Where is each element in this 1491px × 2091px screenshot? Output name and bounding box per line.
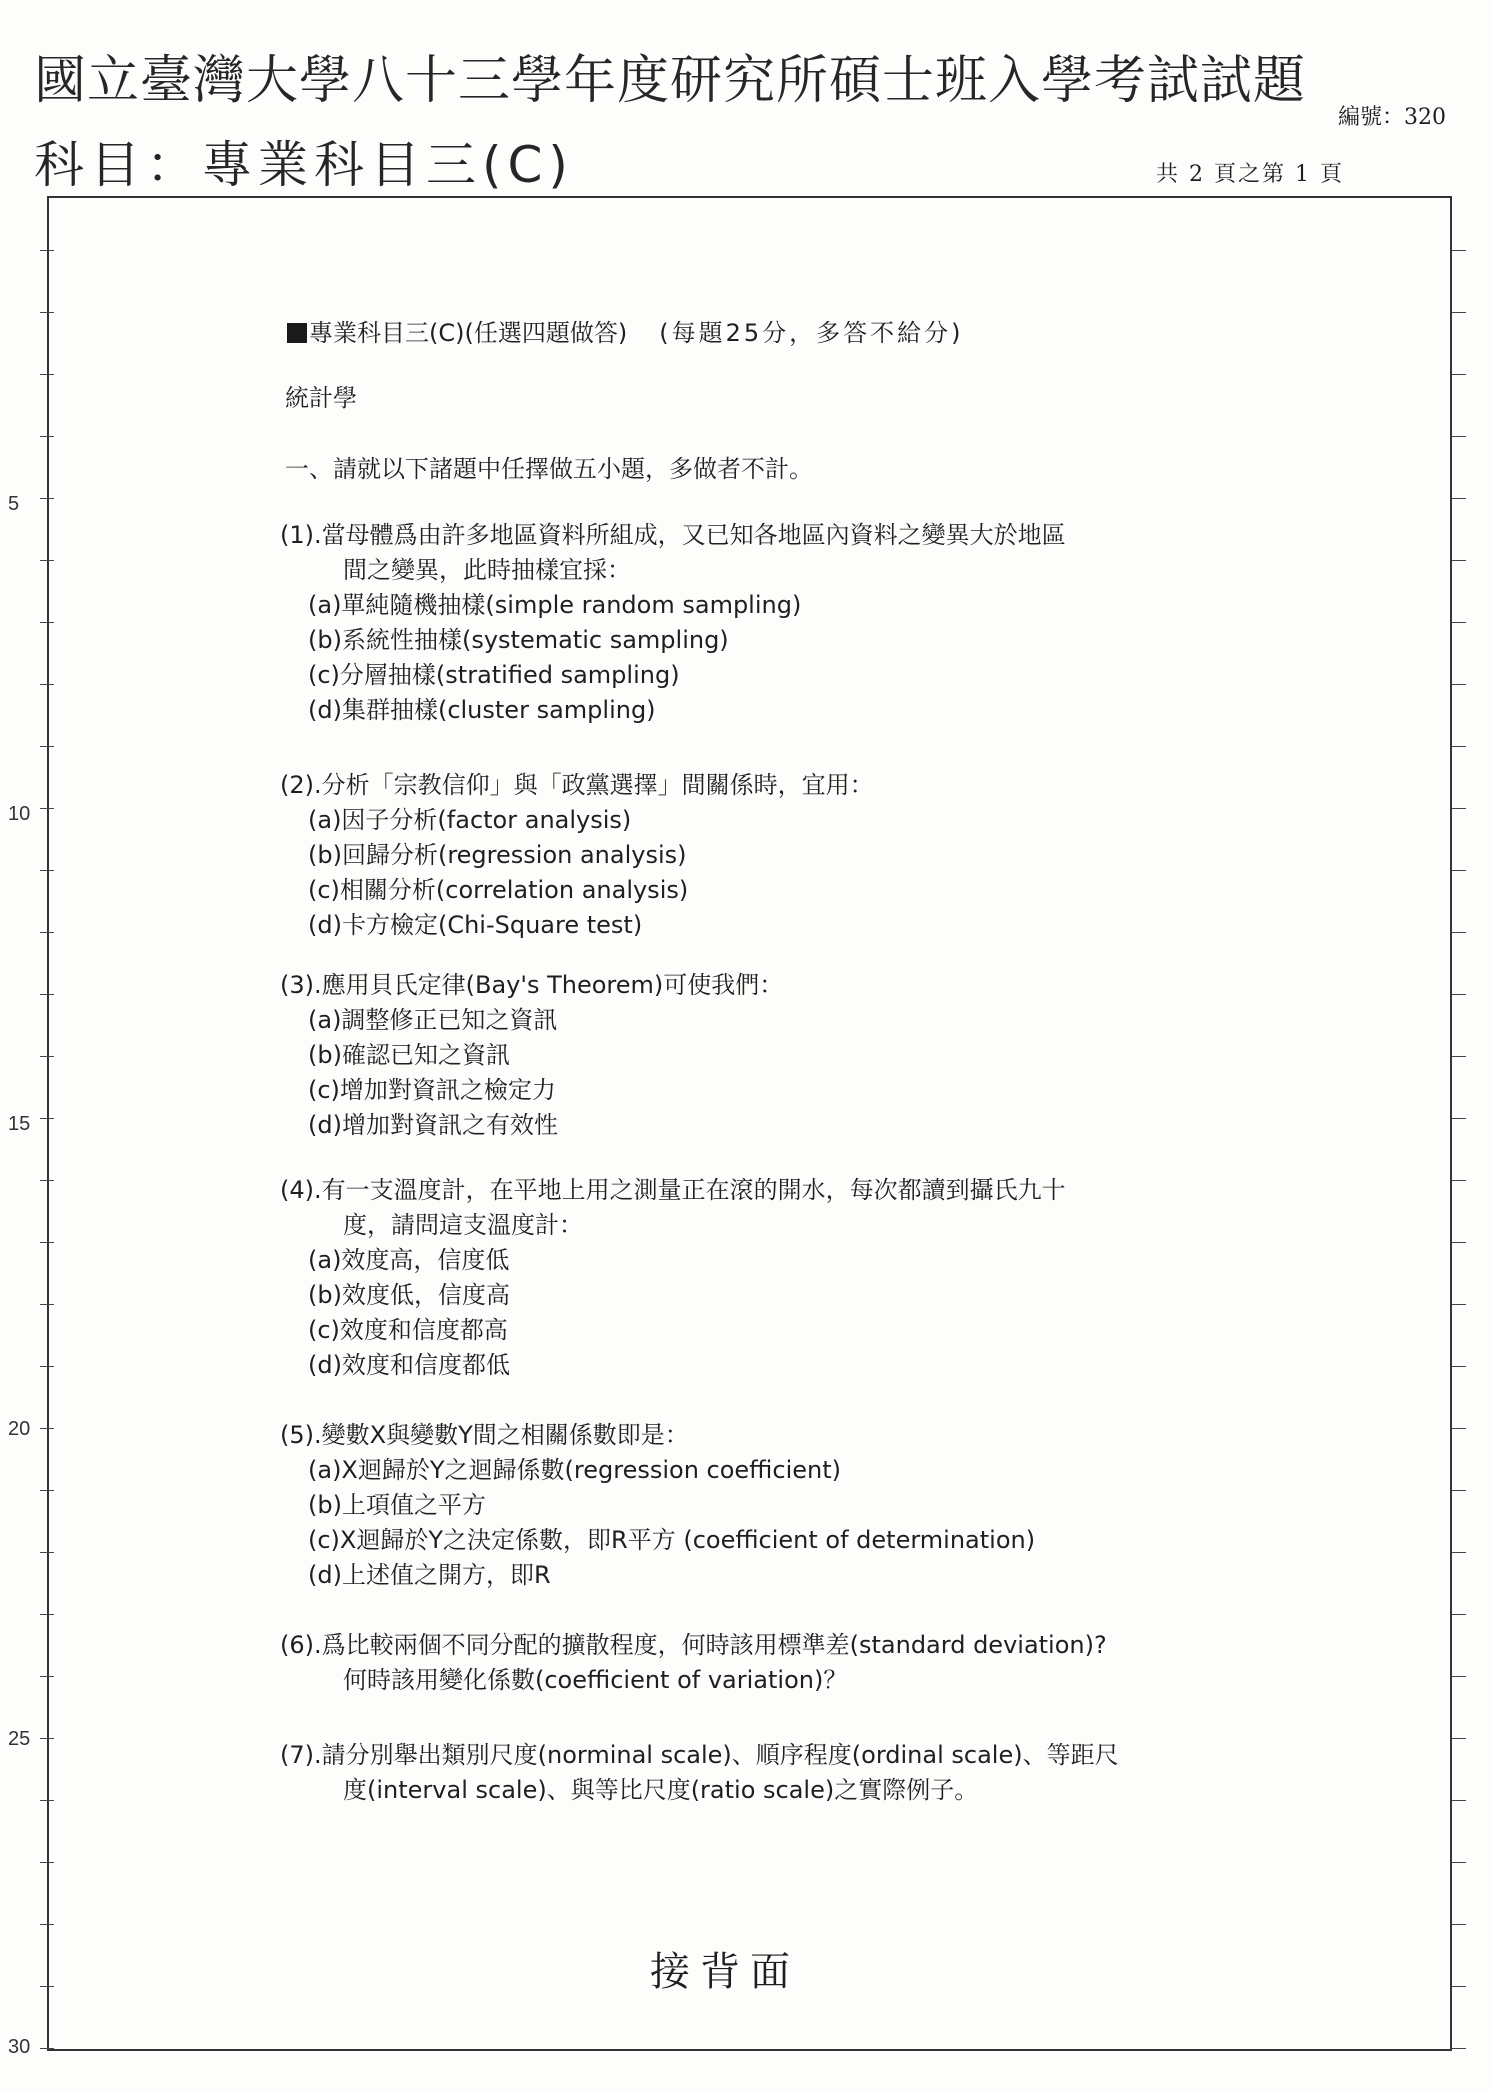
part-intro: 一、請就以下諸題中任擇做五小題，多做者不計。 <box>285 455 813 483</box>
margin-tick <box>1452 746 1466 747</box>
margin-tick <box>40 2048 54 2049</box>
answer-option: (b)效度低，信度高 <box>308 1281 510 1309</box>
answer-option: (c)X迴歸於Y之決定係數，即R平方 (coefficient of determination) <box>308 1526 1036 1554</box>
instruction-line <box>287 313 963 348</box>
answer-option: (b)系統性抽樣(systematic sampling) <box>308 626 729 654</box>
margin-tick <box>1452 932 1466 933</box>
margin-tick <box>40 1676 54 1677</box>
answer-option: (d)集群抽樣(cluster sampling) <box>308 696 656 724</box>
margin-tick <box>40 1862 54 1863</box>
question-stem: (1).當母體爲由許多地區資料所組成，又已知各地區內資料之變異大於地區 <box>280 521 1066 549</box>
margin-tick <box>40 1428 54 1429</box>
margin-tick <box>1452 498 1466 499</box>
margin-tick <box>1452 312 1466 313</box>
margin-tick <box>1452 1614 1466 1615</box>
margin-tick <box>40 250 54 251</box>
answer-option: (a)調整修正已知之資訊 <box>308 1006 558 1034</box>
margin-tick <box>1452 1304 1466 1305</box>
answer-option: (b)回歸分析(regression analysis) <box>308 841 687 869</box>
question-stem: (2).分析「宗教信仰」與「政黨選擇」間關係時，宜用： <box>280 771 874 799</box>
margin-tick <box>40 436 54 437</box>
margin-tick <box>40 1118 54 1119</box>
margin-tick <box>1452 1800 1466 1801</box>
section-title: 統計學 <box>285 384 357 412</box>
margin-tick <box>40 1366 54 1367</box>
continue-note: 接背面 <box>650 1949 800 1995</box>
margin-tick <box>40 1242 54 1243</box>
line-number-left: 25 <box>8 1728 31 1750</box>
margin-tick <box>40 994 54 995</box>
instruction-text: 專業科目三(C)(任選四題做答) <box>309 319 628 347</box>
page-count: 共 2 頁之第 1 頁 <box>1156 162 1344 187</box>
margin-tick <box>1452 1180 1466 1181</box>
margin-tick <box>1452 1676 1466 1677</box>
answer-option: (a)因子分析(factor analysis) <box>308 806 632 834</box>
margin-tick <box>40 1056 54 1057</box>
margin-tick <box>1452 250 1466 251</box>
margin-tick <box>40 1180 54 1181</box>
margin-tick <box>1452 374 1466 375</box>
margin-tick <box>40 1304 54 1305</box>
margin-tick <box>40 808 54 809</box>
answer-option: (d)上述值之開方，即R <box>308 1561 551 1589</box>
margin-tick <box>1452 994 1466 995</box>
margin-tick <box>1452 1862 1466 1863</box>
margin-tick <box>40 932 54 933</box>
answer-option: (b)確認已知之資訊 <box>308 1041 510 1069</box>
scoring-note: (每題25分，多答不給分) <box>659 319 964 347</box>
margin-tick <box>1452 870 1466 871</box>
margin-tick <box>1452 560 1466 561</box>
margin-tick <box>40 1738 54 1739</box>
margin-tick <box>1452 436 1466 437</box>
margin-tick <box>1452 1924 1466 1925</box>
answer-option: (b)上項值之平方 <box>308 1491 486 1519</box>
question-stem: (5).變數X與變數Y間之相關係數即是： <box>280 1421 689 1449</box>
margin-tick <box>1452 1738 1466 1739</box>
question-stem: (4).有一支溫度計，在平地上用之測量正在滾的開水，每次都讀到攝氏九十 <box>280 1176 1066 1204</box>
margin-tick <box>40 684 54 685</box>
margin-tick <box>1452 1986 1466 1987</box>
question-stem-continued: 度，請問這支溫度計： <box>343 1211 583 1239</box>
margin-tick <box>1452 2048 1466 2049</box>
margin-tick <box>40 1800 54 1801</box>
square-bullet-icon <box>287 323 307 343</box>
margin-tick <box>1452 1242 1466 1243</box>
margin-tick <box>40 870 54 871</box>
margin-tick <box>40 746 54 747</box>
margin-tick <box>40 622 54 623</box>
serial-number: 編號：320 <box>1338 105 1446 130</box>
margin-tick <box>1452 622 1466 623</box>
margin-tick <box>40 1490 54 1491</box>
margin-tick <box>40 1924 54 1925</box>
margin-tick <box>1452 1366 1466 1367</box>
question-stem-continued: 度(interval scale)、與等比尺度(ratio scale)之實際例子。 <box>343 1776 979 1804</box>
margin-tick <box>40 374 54 375</box>
margin-tick <box>1452 1118 1466 1119</box>
exam-title: 國立臺灣大學八十三學年度研究所碩士班入學考試試題 <box>34 51 1307 111</box>
line-number-left: 30 <box>8 2036 31 2058</box>
margin-tick <box>1452 808 1466 809</box>
margin-tick <box>40 312 54 313</box>
margin-tick <box>40 560 54 561</box>
margin-tick <box>1452 1428 1466 1429</box>
line-number-left: 20 <box>8 1418 31 1440</box>
margin-tick <box>40 498 54 499</box>
margin-tick <box>1452 1552 1466 1553</box>
question-stem-continued: 何時該用變化係數(coefficient of variation)？ <box>343 1666 848 1694</box>
question-stem: (6).爲比較兩個不同分配的擴散程度，何時該用標準差(standard deviation)? <box>280 1631 1107 1659</box>
answer-option: (a)效度高，信度低 <box>308 1246 510 1274</box>
answer-option: (c)分層抽樣(stratified sampling) <box>308 661 680 689</box>
question-stem: (3).應用貝氏定律(Bay's Theorem)可使我們： <box>280 971 784 999</box>
question-stem-continued: 間之變異，此時抽樣宜採： <box>343 556 631 584</box>
line-number-left: 15 <box>8 1113 31 1135</box>
margin-tick <box>40 1552 54 1553</box>
answer-option: (c)效度和信度都高 <box>308 1316 508 1344</box>
answer-option: (c)增加對資訊之檢定力 <box>308 1076 556 1104</box>
margin-tick <box>1452 1490 1466 1491</box>
margin-tick <box>40 1614 54 1615</box>
subject-title: 科目：專業科目三(C) <box>34 136 574 194</box>
margin-tick <box>1452 684 1466 685</box>
answer-option: (a)單純隨機抽樣(simple random sampling) <box>308 591 802 619</box>
answer-option: (a)X迴歸於Y之迴歸係數(regression coefficient) <box>308 1456 842 1484</box>
line-number-left: 10 <box>8 803 31 825</box>
answer-option: (d)增加對資訊之有效性 <box>308 1111 558 1139</box>
answer-option: (d)效度和信度都低 <box>308 1351 510 1379</box>
line-number-left: 5 <box>8 493 20 515</box>
question-stem: (7).請分別舉出類別尺度(norminal scale)、順序程度(ordinal scale)、等距尺 <box>280 1741 1119 1769</box>
margin-tick <box>1452 1056 1466 1057</box>
answer-option: (d)卡方檢定(Chi-Square test) <box>308 911 643 939</box>
answer-option: (c)相關分析(correlation analysis) <box>308 876 689 904</box>
margin-tick <box>40 1986 54 1987</box>
